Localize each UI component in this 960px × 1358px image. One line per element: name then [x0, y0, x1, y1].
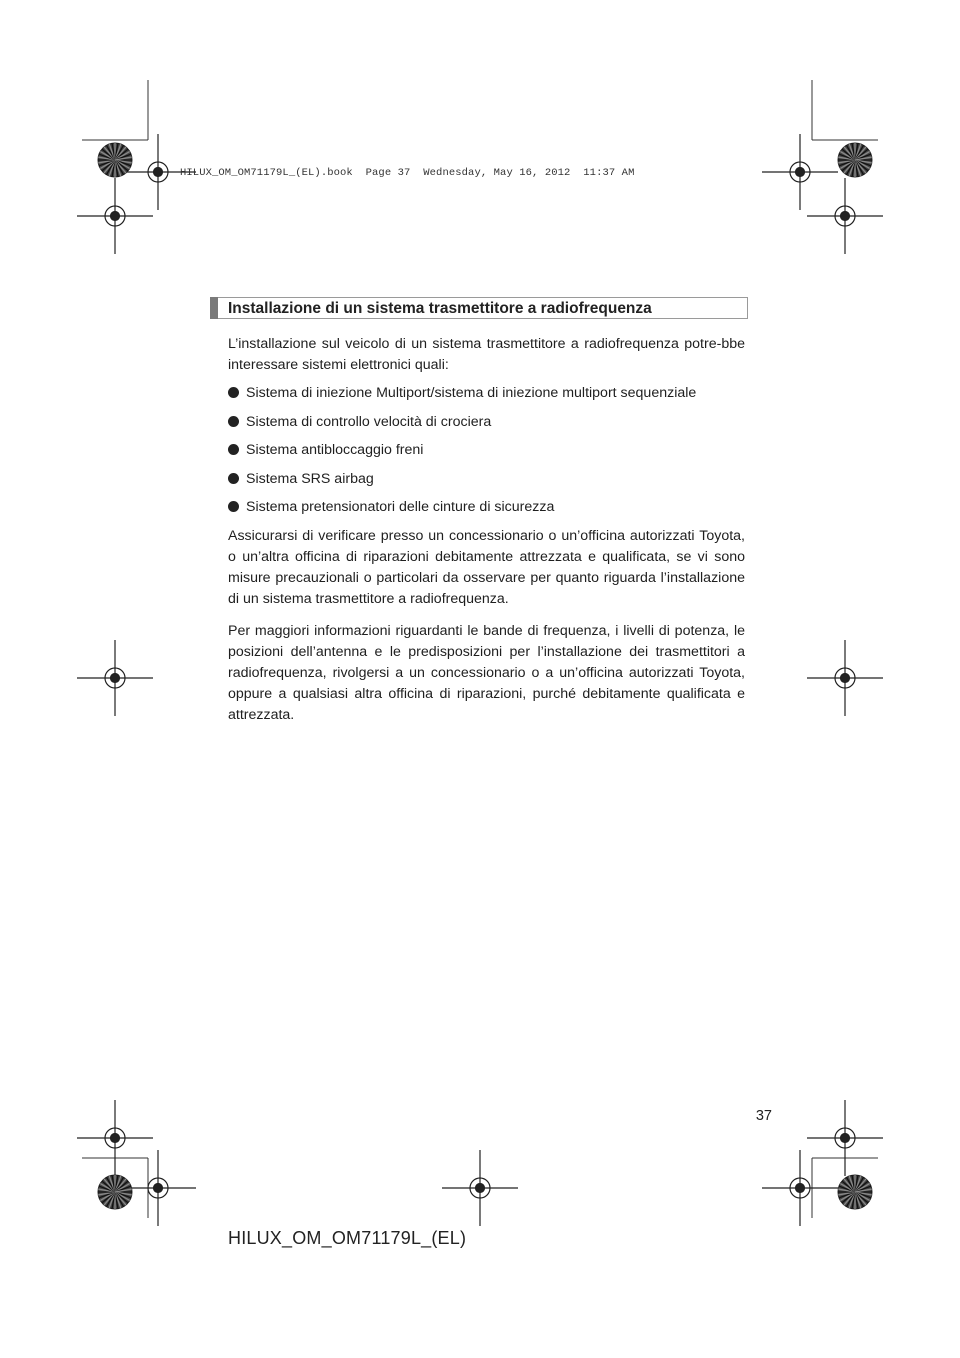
list-item-text: Sistema di controllo velocità di crociera	[246, 413, 492, 430]
list-item	[228, 412, 745, 433]
crosshair-mark-icon	[807, 178, 883, 254]
paragraph: Per maggiori informazioni riguardanti le bande di frequenza, i livelli di potenza, le posizioni dell’antenna e le predisposizioni per l’installazione dei trasmettitori a radiofrequenza, rivolgersi a un concessionario o a un’officina autorizzati Toyota, oppure a qualsiasi altra officina di riparazioni, purché debitamente qualificata e attrezzata.	[228, 622, 745, 723]
crosshair-mark-icon	[77, 640, 153, 716]
list-item-text: Sistema antibloccaggio freni	[246, 442, 424, 458]
crosshair-mark-icon	[807, 1100, 883, 1176]
bullet-list	[228, 383, 745, 518]
crosshair-mark-icon	[442, 1150, 518, 1226]
starburst-mark-icon	[838, 143, 872, 177]
intro-paragraph: L’installazione sul veicolo di un sistema trasmettitore a radiofrequenza potre-bbe interessare sistemi elettronici quali:	[228, 336, 745, 373]
list-item	[228, 383, 745, 404]
crosshair-mark-icon	[762, 1150, 838, 1226]
bullet-icon	[228, 501, 239, 512]
crosshair-mark-icon	[762, 134, 838, 210]
starburst-mark-icon	[98, 143, 132, 177]
starburst-mark-icon	[838, 1175, 872, 1209]
book-header: HILUX_OM_OM71179L_(EL).book Page 37 Wednesday, May 16, 2012 11:37 AM	[180, 167, 635, 179]
crosshair-mark-icon	[807, 640, 883, 716]
list-item-text: Sistema pretensionatori delle cinture di sicurezza	[246, 499, 555, 515]
list-item-text: Sistema SRS airbag	[246, 470, 374, 487]
body-text	[228, 334, 745, 726]
section-title: Installazione di un sistema trasmettitore a radiofrequenza	[228, 300, 652, 317]
bullet-icon	[228, 473, 239, 484]
list-item	[228, 440, 745, 461]
document-code: HILUX_OM_OM71179L_(EL)	[228, 1228, 467, 1248]
crosshair-mark-icon	[77, 1100, 153, 1176]
bullet-icon	[228, 444, 239, 455]
bullet-icon	[228, 416, 239, 427]
starburst-mark-icon	[98, 1175, 132, 1209]
list-item	[228, 497, 745, 518]
heading-accent-bar	[210, 297, 218, 319]
paragraph: Assicurarsi di verificare presso un concessionario o un’officina autorizzati Toyota, o un’altra officina di riparazioni debitamente attrezzata e qualificata, se vi sono misure precauzionali o particolari da osservare per quanto riguarda l’installazione di un sistema trasmettitore a radiofrequenza.	[228, 527, 745, 607]
section-heading	[210, 297, 748, 319]
list-item	[228, 469, 745, 490]
list-item-text: Sistema di iniezione Multiport/sistema di iniezione multiport sequenziale	[246, 385, 697, 401]
bullet-icon	[228, 387, 239, 398]
crosshair-mark-icon	[77, 178, 153, 254]
page-number: 37	[755, 1108, 772, 1124]
